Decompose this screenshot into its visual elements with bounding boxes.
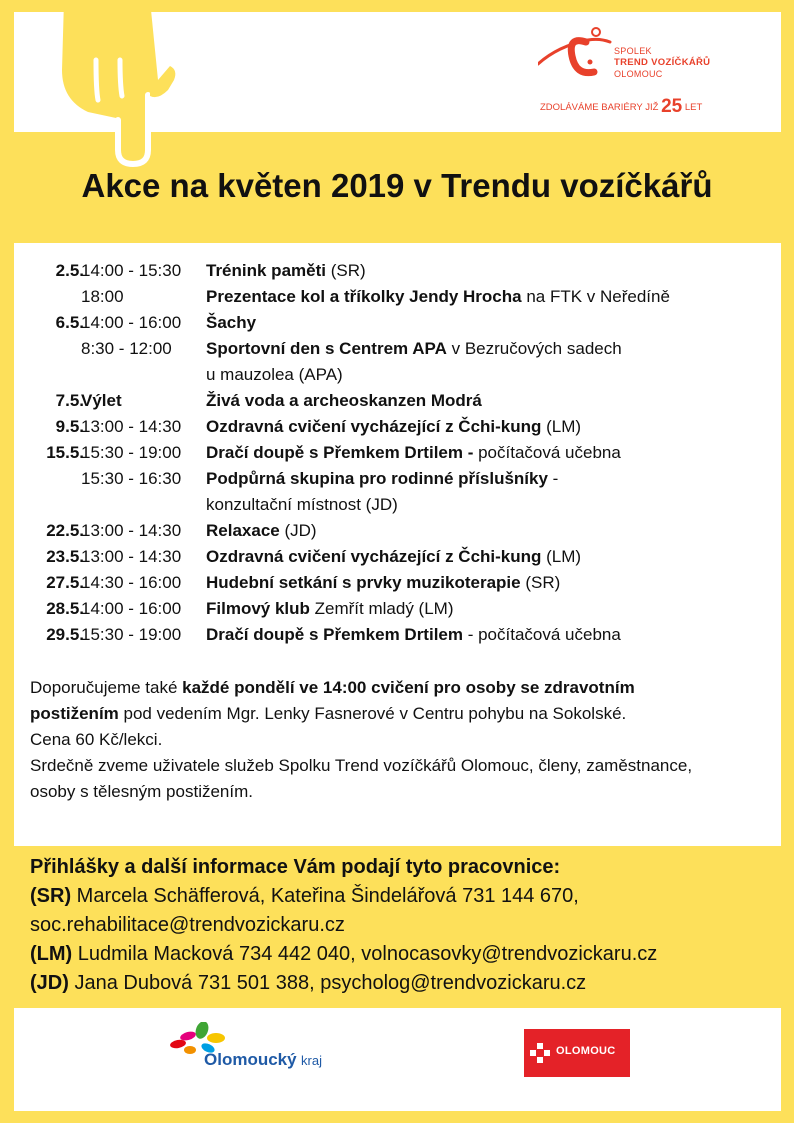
event-details: Zemřít mladý (LM)	[309, 599, 454, 618]
event-row	[14, 622, 781, 648]
logo-tagline-number: 25	[661, 96, 683, 117]
event-description	[206, 310, 256, 336]
event-time: 8:30 - 12:00	[81, 339, 172, 358]
contact-lm-code: (LM)	[30, 943, 73, 965]
contact-sr-code: (SR)	[30, 885, 72, 907]
event-row	[14, 310, 781, 336]
olomoucky-kraj-logo	[168, 1022, 338, 1078]
kraj-suffix: kraj	[301, 1053, 322, 1068]
event-title: Trénink paměti	[206, 261, 326, 280]
event-description	[206, 258, 366, 284]
event-details: na FTK v Neředíně	[521, 287, 670, 306]
event-time: 14:00 - 15:30	[81, 261, 182, 280]
contact-jd	[30, 969, 586, 998]
event-description	[206, 570, 560, 596]
contact-sr	[30, 882, 579, 911]
sponsors-panel	[14, 1008, 781, 1111]
note-line-1	[30, 675, 635, 701]
event-details: u mauzolea (APA)	[206, 365, 343, 384]
contact-jd-text: Jana Dubová 731 501 388, psycholog@trendvozickaru.cz	[68, 972, 587, 994]
event-row	[14, 440, 781, 466]
event-date: 28.5.	[46, 599, 84, 618]
event-date: 27.5.	[46, 573, 84, 592]
event-time: 15:30 - 16:30	[81, 469, 182, 488]
event-row	[14, 414, 781, 440]
event-title: Hudební setkání s prvky muzikoterapie	[206, 573, 521, 592]
event-date: 29.5.	[46, 625, 84, 644]
event-time: 14:00 - 16:00	[81, 599, 182, 618]
logo-tagline-suffix: LET	[684, 102, 703, 113]
event-description	[206, 466, 558, 492]
trend-vozickaru-logo	[538, 26, 728, 116]
event-description	[206, 388, 482, 414]
logo-line-spolek: SPOLEK	[614, 46, 652, 56]
event-date: 23.5.	[46, 547, 84, 566]
event-description	[206, 414, 581, 440]
event-row	[14, 284, 781, 310]
event-time: 13:00 - 14:30	[81, 417, 182, 436]
note-line-2	[30, 701, 626, 727]
contact-jd-code: (JD)	[30, 972, 69, 994]
event-details: počítačová učebna	[473, 443, 621, 462]
event-title: Šachy	[206, 313, 257, 332]
contact-sr-text: Marcela Schäfferová, Kateřina Šindelářová 731 144 670,	[71, 885, 579, 907]
olomoucky-kraj-text	[204, 1050, 322, 1070]
page-title: Akce na květen 2019 v Trendu vozíčkářů	[81, 167, 713, 204]
event-title: Ozdravná cvičení vycházející z Čchi-kung	[206, 417, 542, 436]
event-date: 2.5.	[55, 261, 84, 280]
event-time: 15:30 - 19:00	[81, 443, 182, 462]
note-line-1-bold: každé pondělí ve 14:00 cvičení pro osoby se zdravotním	[182, 678, 635, 697]
event-time: 15:30 - 19:00	[81, 625, 182, 644]
event-details: (LM)	[541, 417, 582, 436]
event-description	[206, 518, 317, 544]
event-date: 9.5.	[55, 417, 84, 436]
event-description	[206, 596, 453, 622]
event-title: Relaxace	[206, 521, 280, 540]
event-details: (LM)	[541, 547, 582, 566]
contact-lm-text: Ludmila Macková 734 442 040, volnocasovky@trendvozickaru.cz	[72, 943, 658, 965]
event-details: (JD)	[279, 521, 317, 540]
contact-lm	[30, 940, 657, 969]
note-line-1-text: Doporučujeme také	[30, 678, 183, 697]
note-line-2-bold: postižením	[30, 704, 119, 723]
note-line-2-text: pod vedením Mgr. Lenky Fasnerové v Centru pohybu na Sokolské.	[118, 704, 627, 723]
event-description	[206, 544, 581, 570]
note-line-4: Srdečně zveme uživatele služeb Spolku Trend vozíčkářů Olomouc, členy, zaměstnance,	[30, 756, 693, 775]
event-title: Ozdravná cvičení vycházející z Čchi-kung	[206, 547, 542, 566]
logo-tagline	[540, 96, 702, 118]
logo-line-city: OLOMOUC	[614, 69, 663, 79]
event-title: Dračí doupě s Přemkem Drtilem	[206, 625, 463, 644]
event-description	[206, 622, 621, 648]
event-time: 18:00	[81, 287, 124, 306]
event-row	[14, 544, 781, 570]
event-time: 13:00 - 14:30	[81, 521, 182, 540]
event-row	[14, 570, 781, 596]
kraj-name: Olomoucký	[204, 1050, 297, 1069]
event-title: Prezentace kol a tříkolky Jendy Hrocha	[206, 287, 522, 306]
olomouc-city-text: OLOMOUC	[556, 1045, 616, 1057]
event-details: -	[547, 469, 559, 488]
note-line-5: osoby s tělesným postižením.	[30, 782, 253, 801]
event-row	[14, 258, 781, 284]
event-time: 13:00 - 14:30	[81, 547, 182, 566]
event-title: Filmový klub	[206, 599, 310, 618]
event-date: 6.5.	[55, 313, 84, 332]
event-date: 22.5.	[46, 521, 84, 540]
logo-line-name: TREND VOZÍČKÁŘŮ	[614, 57, 711, 68]
event-title: Podpůrná skupina pro rodinné příslušníky	[206, 469, 548, 488]
contact-sr-email[interactable]: soc.rehabilitace@trendvozickaru.cz	[30, 914, 345, 936]
event-time: 14:00 - 16:00	[81, 313, 182, 332]
event-time: Výlet	[81, 391, 122, 410]
logo-tagline-prefix: ZDOLÁVÁME BARIÉRY JIŽ	[540, 102, 659, 113]
olomouc-checker-icon	[530, 1043, 550, 1063]
event-row	[14, 596, 781, 622]
event-row	[14, 336, 781, 362]
event-details: - počítačová učebna	[462, 625, 621, 644]
event-details: (SR)	[325, 261, 366, 280]
event-row	[14, 518, 781, 544]
event-details: (SR)	[520, 573, 561, 592]
event-row	[14, 492, 781, 518]
event-date: 7.5.	[55, 391, 84, 410]
pointing-hand-icon	[58, 0, 178, 170]
event-description	[206, 440, 621, 466]
event-date: 15.5.	[46, 443, 84, 462]
event-title: Dračí doupě s Přemkem Drtilem -	[206, 443, 474, 462]
event-details: konzultační místnost (JD)	[206, 495, 398, 514]
event-row	[14, 466, 781, 492]
event-row	[14, 362, 781, 388]
olomouc-city-logo	[524, 1029, 630, 1077]
note-line-3: Cena 60 Kč/lekci.	[30, 730, 163, 749]
event-details: v Bezručových sadech	[446, 339, 622, 358]
event-description	[206, 284, 670, 310]
event-title: Sportovní den s Centrem APA	[206, 339, 447, 358]
event-description	[206, 336, 622, 362]
event-row	[14, 388, 781, 414]
event-description	[206, 492, 398, 518]
event-title: Živá voda a archeoskanzen Modrá	[206, 391, 482, 410]
event-time: 14:30 - 16:00	[81, 573, 182, 592]
contacts-heading: Přihlášky a další informace Vám podají tyto pracovnice:	[30, 856, 561, 878]
event-description	[206, 362, 343, 388]
logo-wheelchair-icon	[538, 26, 618, 86]
